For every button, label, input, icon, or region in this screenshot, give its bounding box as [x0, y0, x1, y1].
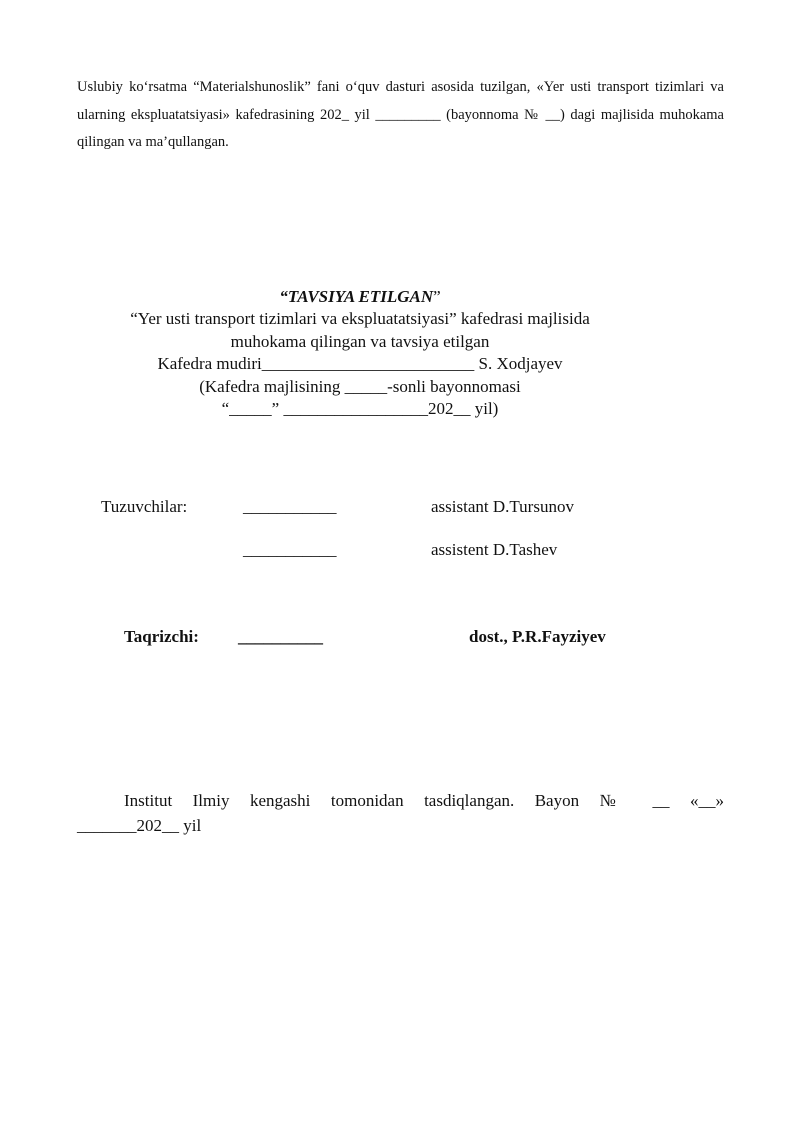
- reviewer-signature-line: __________: [238, 627, 323, 646]
- reviewer-name: dost., P.R.Fayziyev: [469, 627, 606, 646]
- approval-line-1: “Yer usti transport tizimlari va ekspluatatsiyasi” kafedrasi majlisida: [130, 309, 590, 329]
- council-line-1: Institut Ilmiy kengashi tomonidan tasdiqlangan. Bayon № __ «__»: [124, 791, 724, 810]
- intro-paragraph: Uslubiy ko‘rsatma “Materialshunoslik” fani o‘quv dasturi asosida tuzilgan, «Yer usti transport tizimlari va ularning ekspluatatsiyasi» kafedrasining 202_ yil _________ (bayonnoma № __) dagi majlisida muhokama qilingan va ma’qullangan.: [77, 79, 724, 150]
- approval-heading-close-quote: ”: [433, 287, 441, 306]
- reviewer-label: Taqrizchi:: [124, 627, 199, 646]
- approval-line-5: “_____” _________________202__ yil): [221, 399, 499, 419]
- author2-name: assistent D.Tashev: [431, 540, 558, 559]
- approval-line-4: (Kafedra majlisining _____-sonli bayonnomasi: [199, 376, 521, 396]
- author1-signature-line: ___________: [243, 497, 337, 516]
- approval-line-3: Kafedra mudiri_________________________ S. Xodjayev: [157, 354, 563, 374]
- approval-heading-text: TAVSIYA ETILGAN: [287, 287, 434, 306]
- council-paragraph: [77, 788, 724, 838]
- approval-block: [60, 286, 660, 420]
- author2-signature-line: ___________: [243, 540, 337, 559]
- author1-name: assistant D.Tursunov: [431, 497, 574, 516]
- approval-line-2: muhokama qilingan va tavsiya etilgan: [230, 331, 490, 351]
- council-line-2: _______202__ yil: [77, 816, 202, 835]
- authors-label: Tuzuvchilar:: [101, 497, 188, 516]
- approval-heading-open-quote: “: [279, 287, 288, 306]
- approval-heading: [60, 286, 660, 308]
